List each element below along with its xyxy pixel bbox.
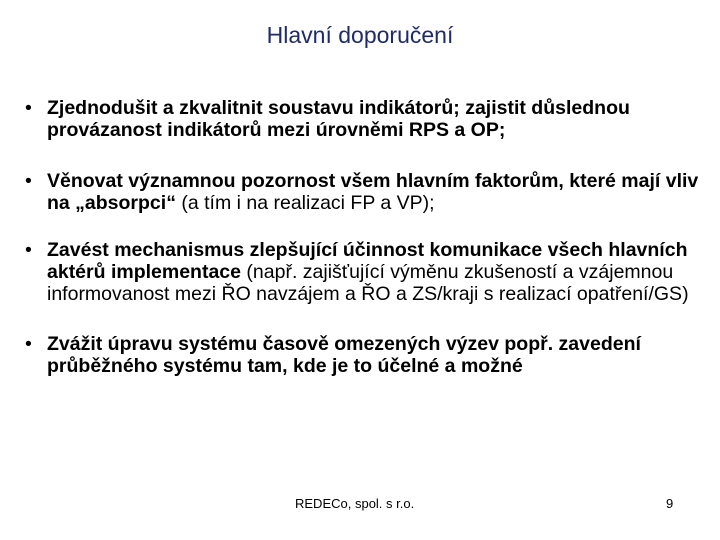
bullet-item bbox=[24, 333, 704, 377]
bullet-bold-text: Zjednodušit a zkvalitnit soustavu indikátorů; zajistit důslednou provázanost indikátorů mezi úrovněmi RPS a OP; bbox=[47, 97, 630, 141]
bullet-item bbox=[24, 239, 704, 305]
bullet-normal-text: (např. zajišťující výměnu zkušeností a vzájemnou informovanost mezi ŘO navzájem a ŘO a ZS/kraji s realizací opatření/GS) bbox=[47, 261, 689, 305]
bullet-item bbox=[24, 97, 704, 141]
recommendation-list bbox=[24, 97, 704, 407]
bullet-bold-text: Zavést mechanismus zlepšující účinnost komunikace všech hlavních aktérů implementace bbox=[47, 239, 688, 283]
slide-title: Hlavní doporučení bbox=[266, 22, 454, 48]
bullet-bold-text: Zvážit úpravu systému časově omezených výzev popř. zavedení průběžného systému tam, kde je to účelné a možné bbox=[47, 333, 641, 377]
page-number: 9 bbox=[666, 496, 674, 511]
bullet-bold-text: Věnovat významnou pozornost všem hlavním faktorům, které mají vliv na „absorpci“ bbox=[47, 170, 699, 214]
bullet-dot-icon: • bbox=[25, 170, 32, 192]
bullet-dot-icon: • bbox=[25, 333, 32, 355]
bullet-dot-icon: • bbox=[25, 239, 32, 261]
footer-company: REDECo, spol. s r.o. bbox=[295, 496, 415, 511]
bullet-normal-text: (a tím i na realizaci FP a VP); bbox=[175, 192, 435, 214]
bullet-dot-icon: • bbox=[25, 97, 32, 119]
bullet-item bbox=[24, 170, 704, 214]
